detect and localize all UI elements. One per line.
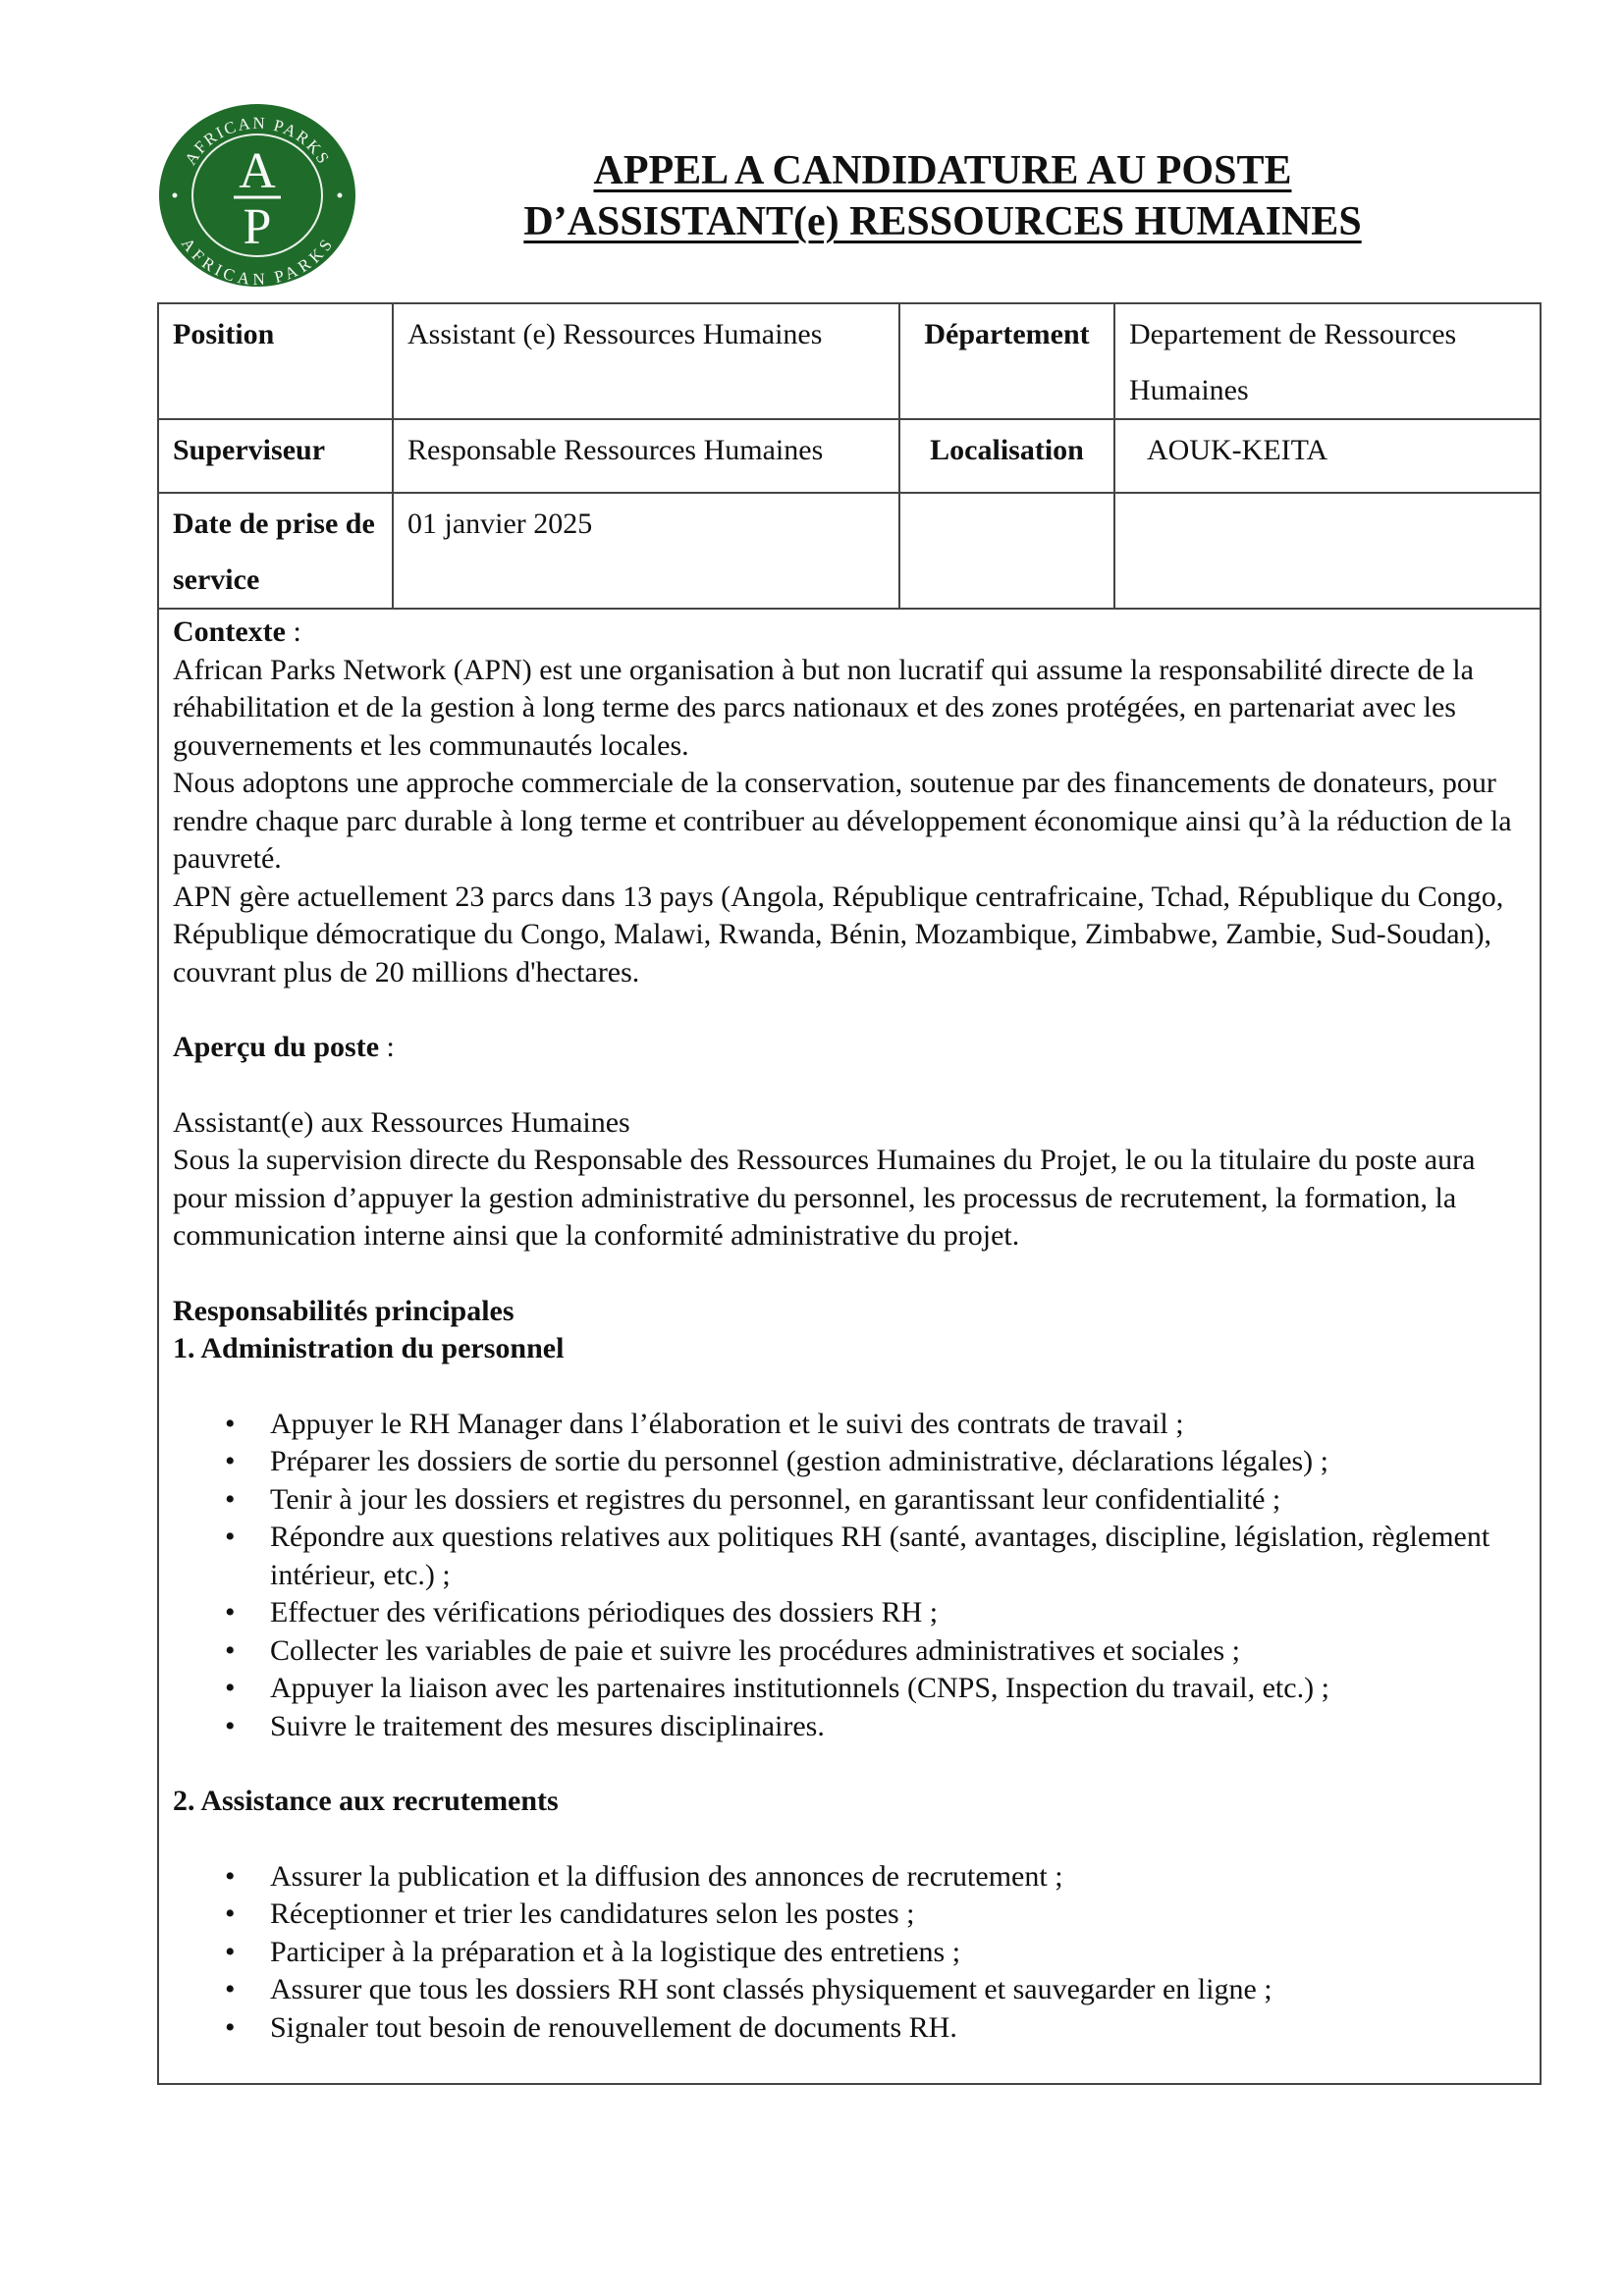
african-parks-logo: [157, 102, 357, 289]
label-start-date: Date de prise de service: [159, 493, 393, 609]
list-item: • Signaler tout besoin de renouvellement de documents RH.: [225, 2009, 1526, 2048]
list-item: • Assurer la publication et la diffusion des annonces de recrutement ;: [225, 1858, 1526, 1896]
svg-text:AFRICAN PARKS: AFRICAN PARKS: [177, 234, 338, 289]
list-item: • Appuyer la liaison avec les partenaires institutionnels (CNPS, Inspection du travail, etc.) ;: [225, 1670, 1526, 1708]
svg-text:AFRICAN PARKS: AFRICAN PARKS: [181, 113, 334, 169]
list-item: • Suivre le traitement des mesures disciplinaires.: [225, 1708, 1526, 1746]
recruitment-duties-list: [173, 1858, 1526, 2048]
contexte-paragraph: Nous adoptons une approche commerciale de la conservation, soutenue par des financements de donateurs, pour rendre chaque parc durable à long terme et contribuer au développement économique ainsi qu’à la réduction de la pauvreté.: [173, 767, 1512, 875]
apercu-description: Sous la supervision directe du Responsable des Ressources Humaines du Projet, le ou la titulaire du poste aura pour mission d’appuyer la gestion administrative du personnel, les processus de recrutement, la formation, la communication interne ainsi que la conformité administrative du projet.: [173, 1144, 1476, 1252]
list-item: • Assurer que tous les dossiers RH sont classés physiquement et sauvegarder en ligne ;: [225, 1971, 1526, 2009]
section-heading-contexte: Contexte :: [173, 615, 301, 648]
table-row: [159, 304, 1540, 419]
title-line-1: APPEL A CANDIDATURE AU POSTE: [593, 148, 1292, 193]
logo-emblem-icon: [157, 102, 357, 289]
value-start-date: 01 janvier 2025: [393, 493, 899, 609]
svg-text:P: P: [243, 199, 272, 255]
contexte-paragraph: African Parks Network (APN) est une organisation à but non lucratif qui assume la responsabilité directe de la réhabilitation et de la gestion à long terme des parcs nationaux et des zones protégées, en partenariat avec les gouvernements et les communautés locales.: [173, 653, 1474, 762]
value-supervisor: Responsable Ressources Humaines: [393, 419, 899, 493]
value-location: AOUK-KEITA: [1114, 419, 1540, 493]
list-item: • Répondre aux questions relatives aux politiques RH (santé, avantages, discipline, législation, règlement intérieur, etc.) ;: [225, 1519, 1526, 1594]
svg-text:A: A: [239, 143, 276, 199]
list-item: • Réceptionner et trier les candidatures selon les postes ;: [225, 1896, 1526, 1934]
table-row: [159, 419, 1540, 493]
value-position: Assistant (e) Ressources Humaines: [393, 304, 899, 419]
job-description-body: [159, 610, 1540, 2047]
label-supervisor: Superviseur: [159, 419, 393, 493]
contexte-paragraph: APN gère actuellement 23 parcs dans 13 pays (Angola, République centrafricaine, Tchad, République du Congo, République démocratique du Congo, Malawi, Rwanda, Bénin, Mozambique, Zimbabwe, Zambie, Sud-Soudan), couvrant plus de 20 millions d'hectares.: [173, 880, 1504, 988]
list-item: • Participer à la préparation et à la logistique des entretiens ;: [225, 1934, 1526, 1972]
subsection-heading-administration: 1. Administration du personnel: [173, 1332, 565, 1364]
empty-cell: [899, 493, 1114, 609]
title-line-2: D’ASSISTANT(e) RESSOURCES HUMAINES: [523, 199, 1362, 244]
section-heading-responsabilites: Responsabilités principales: [173, 1294, 514, 1327]
position-info-table: [159, 304, 1540, 610]
page-title: [412, 145, 1473, 247]
list-item: • Collecter les variables de paie et suivre les procédures administratives et sociales ;: [225, 1632, 1526, 1671]
section-heading-apercu: Aperçu du poste :: [173, 1031, 395, 1063]
value-department: Departement de Ressources Humaines: [1114, 304, 1540, 419]
subsection-heading-recrutements: 2. Assistance aux recrutements: [173, 1785, 559, 1817]
list-item: • Effectuer des vérifications périodiques des dossiers RH ;: [225, 1594, 1526, 1632]
empty-cell: [1114, 493, 1540, 609]
label-department: Département: [899, 304, 1114, 419]
list-item: • Appuyer le RH Manager dans l’élaboration et le suivi des contrats de travail ;: [225, 1406, 1526, 1444]
list-item: • Tenir à jour les dossiers et registres du personnel, en garantissant leur confidentialité ;: [225, 1481, 1526, 1520]
apercu-role: Assistant(e) aux Ressources Humaines: [173, 1105, 630, 1139]
job-posting-frame: [157, 302, 1542, 2085]
label-position: Position: [159, 304, 393, 419]
list-item: • Préparer les dossiers de sortie du personnel (gestion administrative, déclarations légales) ;: [225, 1443, 1526, 1481]
administration-duties-list: [173, 1406, 1526, 1746]
table-row: [159, 493, 1540, 609]
label-location: Localisation: [899, 419, 1114, 493]
